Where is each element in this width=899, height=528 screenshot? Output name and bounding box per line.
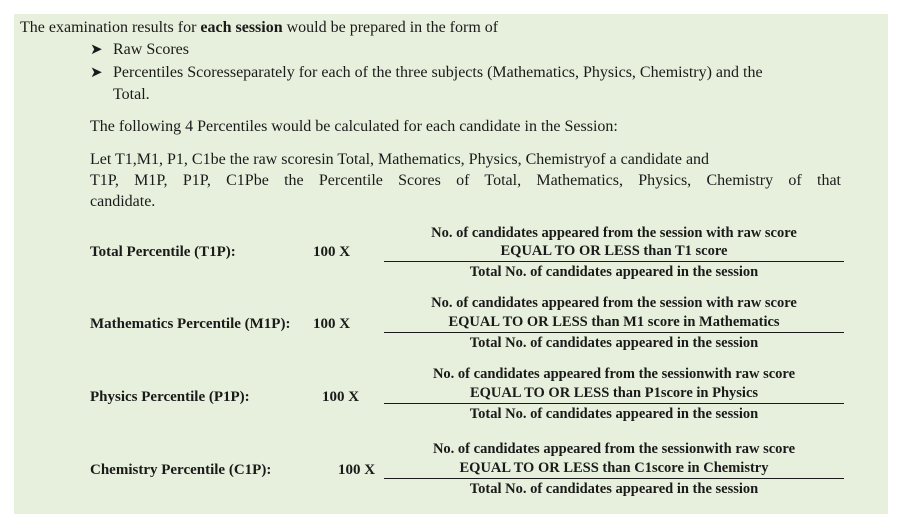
- arrow-bullet-icon: ➤: [90, 65, 103, 81]
- para-definitions-line1: Let T1,M1, P1, C1be the raw scoresin Total, Mathematics, Physics, Chemistryof a candidate and: [90, 151, 710, 168]
- intro-prefix: The examination results for: [20, 19, 201, 36]
- formula-multiplier-mathematics: 100 X: [313, 316, 351, 332]
- formula-denominator-chemistry: Total No. of candidates appeared in the session: [469, 481, 759, 497]
- fraction-bar-chemistry: [384, 478, 844, 479]
- formula-label-physics: Physics Percentile (P1P):: [90, 389, 250, 405]
- formula-multiplier-physics: 100 X: [322, 389, 360, 405]
- formula-numerator-total-line1: No. of candidates appeared from the session with raw score: [431, 225, 797, 241]
- fraction-bar-physics: [384, 403, 844, 404]
- intro-suffix: would be prepared in the form of: [282, 19, 499, 36]
- fraction-bar-mathematics: [384, 332, 844, 333]
- formula-multiplier-chemistry: 100 X: [338, 462, 376, 478]
- formula-numerator-physics-line2: EQUAL TO OR LESS than P1score in Physics: [469, 385, 759, 401]
- formula-multiplier-total: 100 X: [313, 244, 351, 260]
- formula-numerator-physics-line1: No. of candidates appeared from the sessionwith raw score: [432, 366, 796, 382]
- bullet-raw-scores: Raw Scores: [113, 41, 189, 58]
- formula-label-total: Total Percentile (T1P):: [90, 244, 236, 260]
- bullet-percentiles-line2: Total.: [113, 86, 150, 103]
- intro-line: [20, 18, 498, 38]
- arrow-bullet-icon: ➤: [90, 42, 103, 58]
- fraction-bar-total: [384, 261, 844, 262]
- formula-numerator-mathematics-line1: No. of candidates appeared from the session with raw score: [431, 295, 797, 311]
- para-following-percentiles: The following 4 Percentiles would be calculated for each candidate in the Session:: [90, 118, 618, 135]
- formula-denominator-mathematics: Total No. of candidates appeared in the session: [469, 335, 759, 351]
- formula-denominator-total: Total No. of candidates appeared in the session: [469, 264, 759, 280]
- formula-label-chemistry: Chemistry Percentile (C1P):: [90, 462, 272, 478]
- bullet-percentiles-line1: Percentiles Scoresseparately for each of the three subjects (Mathematics, Physics, Chemistry) and the: [113, 64, 763, 81]
- formula-numerator-total-line2: EQUAL TO OR LESS than T1 score: [500, 243, 728, 259]
- formula-numerator-mathematics-line2: EQUAL TO OR LESS than M1 score in Mathematics: [448, 314, 780, 330]
- formula-numerator-chemistry-line2: EQUAL TO OR LESS than C1score in Chemistry: [459, 460, 769, 476]
- formula-label-mathematics: Mathematics Percentile (M1P):: [90, 316, 291, 332]
- formula-numerator-chemistry-line1: No. of candidates appeared from the sessionwith raw score: [432, 441, 796, 457]
- intro-bold: each session: [200, 19, 283, 36]
- para-definitions-line3: candidate.: [90, 193, 156, 210]
- para-definitions-line2: T1P, M1P, P1P, C1Pbe the Percentile Scores of Total, Mathematics, Physics, Chemistry of that: [90, 172, 841, 189]
- formula-denominator-physics: Total No. of candidates appeared in the session: [469, 406, 759, 422]
